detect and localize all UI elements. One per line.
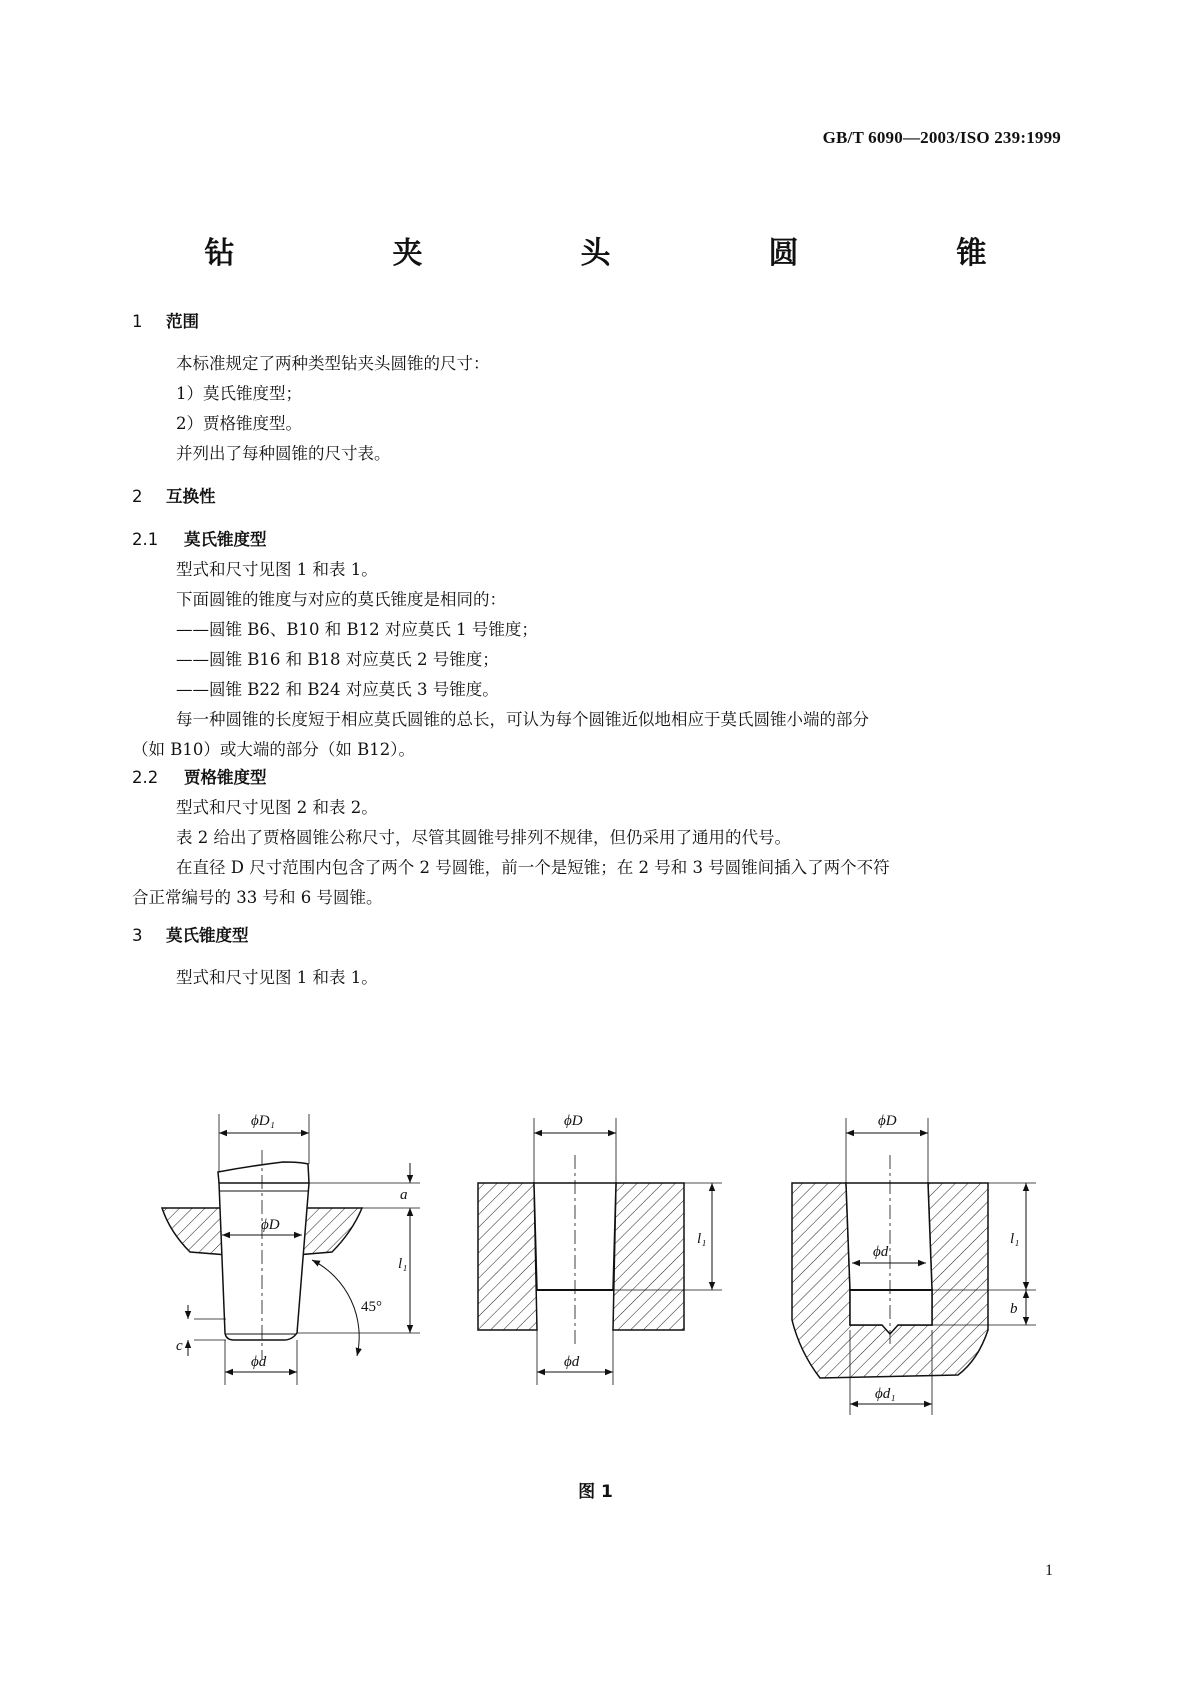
label-b: b: [1010, 1301, 1018, 1317]
list-item: ——圆锥 B22 和 B24 对应莫氏 3 号锥度。: [176, 680, 499, 699]
paragraph: 下面圆锥的锥度与对应的莫氏锥度是相同的：: [176, 590, 506, 609]
paragraph: 型式和尺寸见图 1 和表 1。: [176, 560, 378, 579]
hatched-wall-right: [613, 1183, 684, 1330]
label-l1: l₁: [1010, 1231, 1020, 1247]
section-number: 1: [132, 312, 143, 331]
middle-view: [478, 1118, 722, 1385]
right-view: [792, 1118, 1036, 1415]
paragraph: 并列出了每种圆锥的尺寸表。: [176, 444, 391, 463]
label-phi-d: ϕd: [251, 1354, 267, 1370]
section-number: 2: [132, 487, 143, 506]
page-number: 1: [1045, 1562, 1053, 1579]
label-phi-D: ϕD: [261, 1217, 280, 1233]
label-phi-D: ϕD: [564, 1113, 583, 1129]
label-l1: l₁: [398, 1256, 408, 1272]
paragraph-continuation: （如 B10）或大端的部分（如 B12）。: [132, 740, 415, 759]
label-angle: 45°: [361, 1299, 382, 1315]
section-title: 莫氏锥度型: [184, 530, 267, 549]
label-c: c: [176, 1338, 183, 1354]
list-item: 1）莫氏锥度型；: [176, 384, 302, 403]
list-item: ——圆锥 B6、B10 和 B12 对应莫氏 1 号锥度；: [176, 620, 538, 639]
taper-body: [219, 1183, 309, 1340]
label-phi-d1: ϕd₁: [875, 1386, 896, 1402]
section-number: 2.1: [132, 530, 159, 549]
list-item: ——圆锥 B16 和 B18 对应莫氏 2 号锥度；: [176, 650, 499, 669]
section-number: 2.2: [132, 768, 159, 787]
label-phi-D1: ϕD₁: [251, 1113, 275, 1129]
hatched-wall-left: [478, 1183, 537, 1330]
paragraph-continuation: 合正常编号的 33 号和 6 号圆锥。: [132, 888, 383, 907]
paragraph: 表 2 给出了贾格圆锥公称尺寸，尽管其圆锥号排列不规律，但仍采用了通用的代号。: [176, 828, 791, 847]
section-title: 贾格锥度型: [184, 768, 267, 787]
paragraph: 每一种圆锥的长度短于相应莫氏圆锥的总长，可认为每个圆锥近似地相应于莫氏圆锥小端的部分: [176, 710, 869, 729]
paragraph: 型式和尺寸见图 2 和表 2。: [176, 798, 378, 817]
section-number: 3: [132, 926, 143, 945]
label-a: a: [400, 1187, 408, 1203]
list-item: 2）贾格锥度型。: [176, 414, 302, 433]
paragraph: 本标准规定了两种类型钻夹头圆锥的尺寸：: [176, 354, 490, 373]
figure-caption: 图 1: [578, 1482, 613, 1502]
section-title: 莫氏锥度型: [166, 926, 249, 945]
paragraph: 型式和尺寸见图 1 和表 1。: [176, 968, 378, 987]
socket-bore: [846, 1183, 932, 1290]
section-title: 范围: [166, 312, 199, 331]
document-title: 钻 夹 头 圆 锥: [204, 236, 1051, 271]
label-phi-d: ϕd: [564, 1354, 580, 1370]
label-phi-d: ϕd: [873, 1244, 889, 1260]
paragraph: 在直径 D 尺寸范围内包含了两个 2 号圆锥，前一个是短锥；在 2 号和 3 号圆锥间插入了两个不符: [176, 858, 890, 877]
hatched-collar: [162, 1208, 228, 1255]
label-phi-D: ϕD: [878, 1113, 897, 1129]
standard-number: GB/T 6090—2003/ISO 239:1999: [822, 128, 1061, 147]
left-view: [162, 1114, 420, 1385]
label-l1: l₁: [697, 1231, 707, 1247]
section-title: 互换性: [166, 487, 216, 506]
